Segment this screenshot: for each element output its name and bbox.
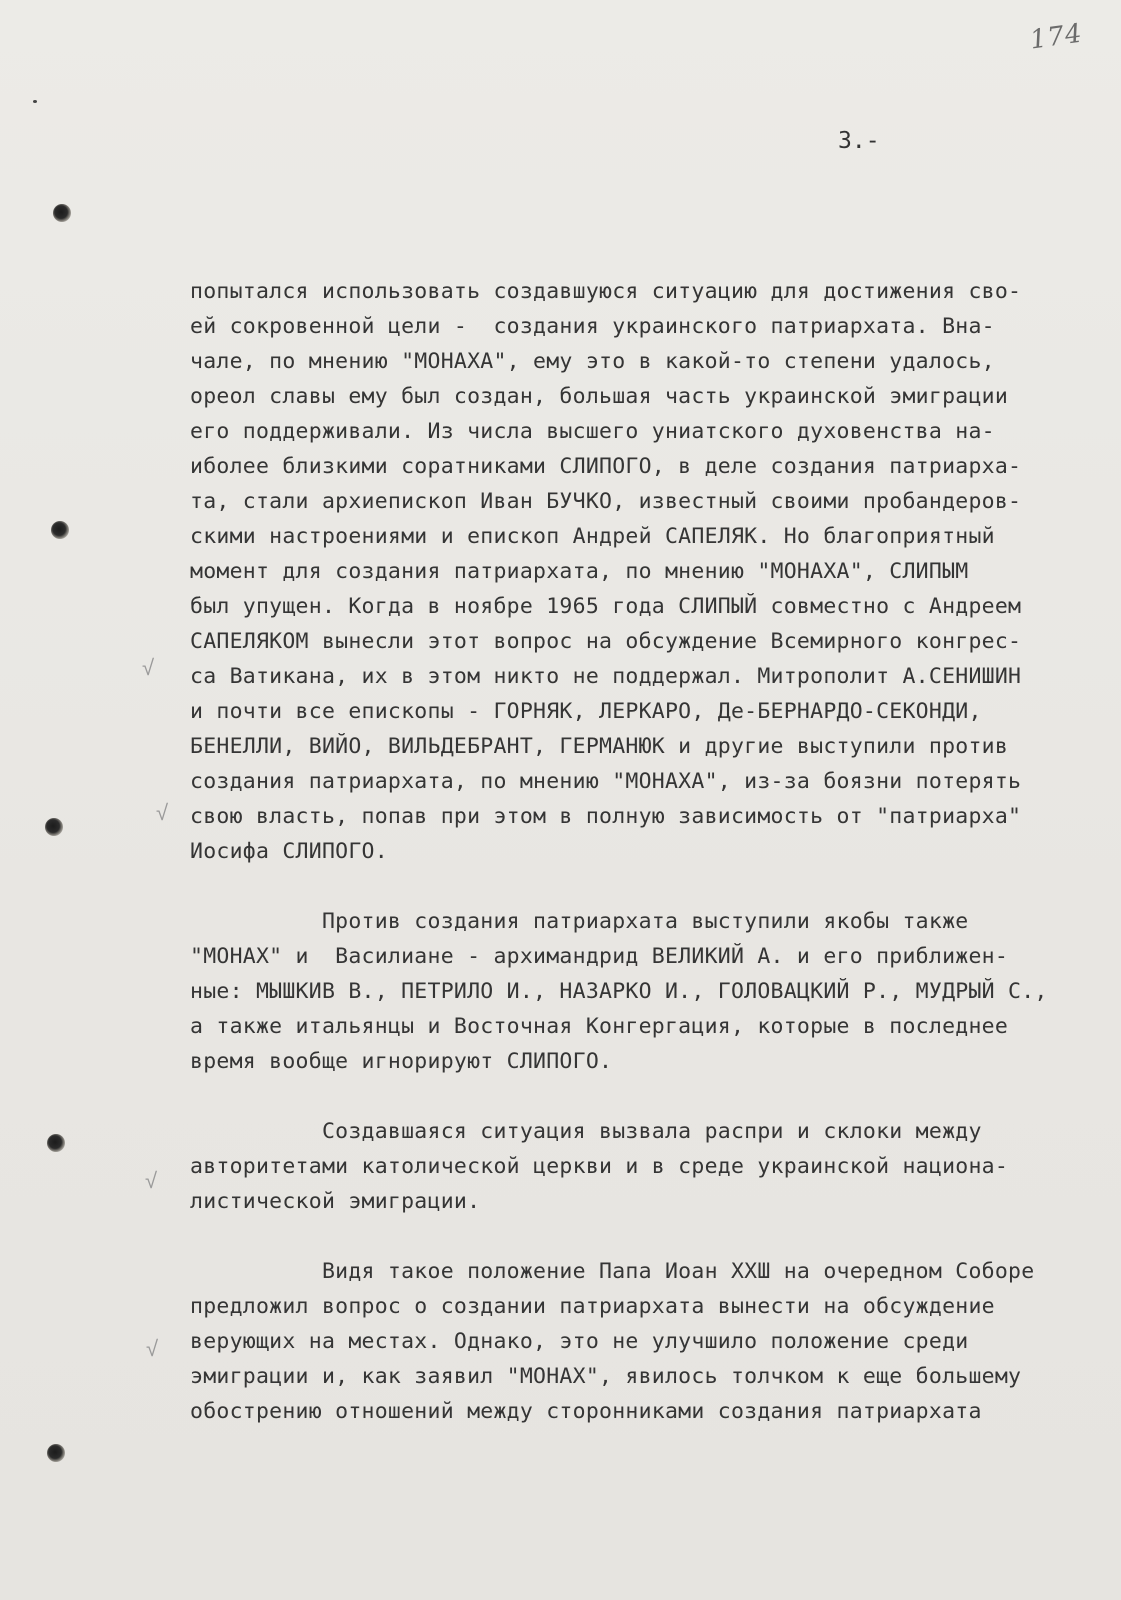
- text-line: ореол славы ему был создан, большая часть украинской эмиграции: [190, 384, 1009, 409]
- text-line: листической эмиграции.: [190, 1189, 481, 1214]
- text-line: момент для создания патриархата, по мнению "МОНАХА", СЛИПЫМ: [190, 559, 969, 584]
- text-line: авторитетами католической церкви и в среде украинской национа-: [190, 1154, 1009, 1179]
- text-line: время вообще игнорируют СЛИПОГО.: [190, 1049, 613, 1074]
- text-line: а также итальянцы и Восточная Конгергация, которые в последнее: [190, 1014, 1009, 1039]
- text-line: скими настроениями и епископ Андрей САПЕЛЯК. Но благоприятный: [190, 524, 995, 549]
- text-line: Против создания патриархата выступили якобы также: [190, 909, 969, 934]
- text-line: эмиграции и, как заявил "МОНАХ", явилось толчком к еще большему: [190, 1364, 1022, 1389]
- text-line: его поддерживали. Из числа высшего униатского духовенства на-: [190, 419, 995, 444]
- archive-folio-number: 174: [1028, 18, 1085, 56]
- ink-speck: [33, 100, 37, 103]
- text-line: создания патриархата, по мнению "МОНАХА", из-за боязни потерять: [190, 769, 1022, 794]
- punch-hole: [51, 521, 69, 539]
- text-line: са Ватикана, их в этом никто не поддержал. Митрополит А.СЕНИШИН: [190, 664, 1022, 689]
- text-line: был упущен. Когда в ноябре 1965 года СЛИПЫЙ совместно с Андреем: [190, 594, 1022, 619]
- text-line: и почти все епископы - ГОРНЯК, ЛЕРКАРО, Де-БЕРНАРДО-СЕКОНДИ,: [190, 699, 982, 724]
- punch-hole: [45, 818, 63, 836]
- text-line: "МОНАХ" и Василиане - архимандрид ВЕЛИКИЙ А. и его приближен-: [190, 944, 1009, 969]
- text-line: Иосифа СЛИПОГО.: [190, 839, 388, 864]
- margin-check-mark: √: [146, 1337, 159, 1362]
- page-number: 3.-: [838, 128, 880, 154]
- margin-check-mark: √: [142, 656, 155, 681]
- text-line: попытался использовать создавшуюся ситуацию для достижения сво-: [190, 279, 1022, 304]
- text-line: Видя такое положение Папа Иоан XXШ на очередном Соборе: [190, 1259, 1035, 1284]
- margin-check-mark: √: [145, 1169, 158, 1194]
- text-line: ные: МЫШКИВ В., ПЕТРИЛО И., НАЗАРКО И., ГОЛОВАЦКИЙ Р., МУДРЫЙ С.,: [190, 979, 1048, 1004]
- punch-hole: [47, 1134, 65, 1152]
- text-line: верующих на местах. Однако, это не улучшило положение среди: [190, 1329, 969, 1354]
- text-line: иболее близкими соратниками СЛИПОГО, в деле создания патриарха-: [190, 454, 1022, 479]
- text-line: ей сокровенной цели - создания украинского патриархата. Вна-: [190, 314, 995, 339]
- text-line: Создавшаяся ситуация вызвала распри и склоки между: [190, 1119, 982, 1144]
- punch-hole: [47, 1444, 65, 1462]
- text-line: свою власть, попав при этом в полную зависимость от "патриарха": [190, 804, 1022, 829]
- text-line: чале, по мнению "МОНАХА", ему это в какой-то степени удалось,: [190, 349, 995, 374]
- punch-hole: [53, 204, 71, 222]
- text-line: САПЕЛЯКОМ вынесли этот вопрос на обсуждение Всемирного конгрес-: [190, 629, 1022, 654]
- text-line: та, стали архиепископ Иван БУЧКО, известный своими пробандеров-: [190, 489, 1022, 514]
- text-line: БЕНЕЛЛИ, ВИЙО, ВИЛЬДЕБРАНТ, ГЕРМАНЮК и другие выступили против: [190, 734, 1009, 759]
- margin-check-mark: √: [156, 801, 169, 826]
- text-line: обострению отношений между сторонниками создания патриархата: [190, 1399, 982, 1424]
- text-line: предложил вопрос о создании патриархата вынести на обсуждение: [190, 1294, 995, 1319]
